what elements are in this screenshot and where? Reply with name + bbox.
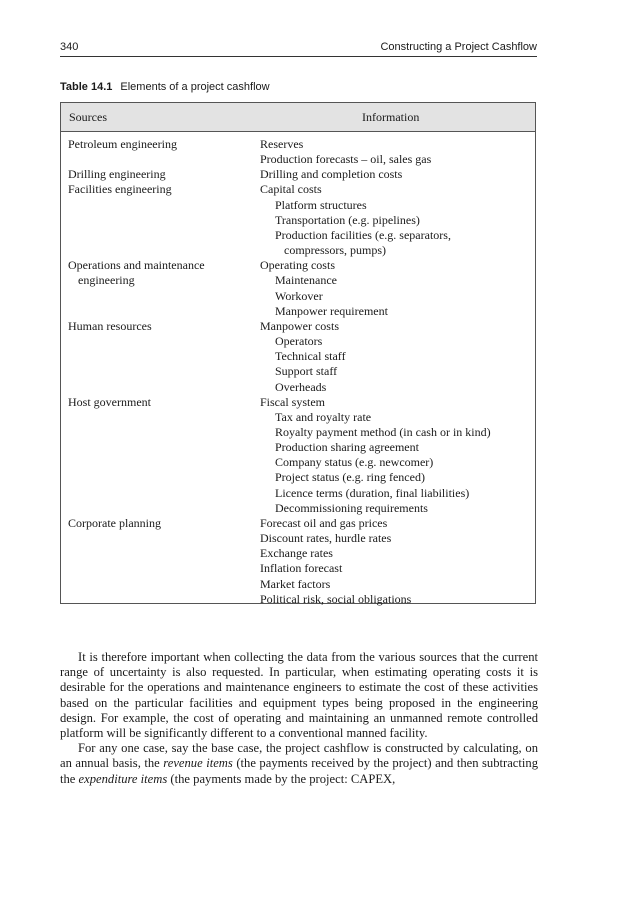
- information-item: Overheads: [275, 379, 327, 394]
- information-cell: [260, 516, 535, 607]
- source-cell: [68, 516, 253, 531]
- information-item: Manpower costs: [260, 318, 339, 333]
- paragraph: It is therefore important when collecting the data from the various sources that the current range of uncertainty is also requested. In particular, when estimating operating costs it is desirable for the operations and maintenance engineers to estimate the cost of these activities based on the particular facilities and equipment types being proposed in the engineering design. For example, the cost of operating and maintaining an unmanned remote controlled platform will be significantly different to a conventional manned facility.: [60, 650, 538, 741]
- information-item: Decommissioning requirements: [275, 500, 428, 515]
- source-text: Corporate planning: [68, 515, 161, 530]
- information-item: Technical staff: [275, 349, 346, 364]
- information-item: Production forecasts – oil, sales gas: [260, 152, 432, 167]
- information-item: Forecast oil and gas prices: [260, 515, 388, 530]
- column-header-information: Information: [362, 110, 420, 124]
- table-row: [61, 395, 535, 516]
- table-row: [61, 137, 535, 167]
- source-cell: [68, 137, 253, 152]
- source-text: Drilling engineering: [68, 167, 166, 182]
- information-item: Support staff: [275, 364, 338, 379]
- information-item: Project status (e.g. ring fenced): [275, 470, 425, 485]
- information-item: Production sharing agreement: [275, 440, 419, 455]
- source-text: engineering: [78, 273, 135, 288]
- information-item: Political risk, social obligations: [260, 591, 412, 606]
- information-item: Market factors: [260, 576, 331, 591]
- information-item: Company status (e.g. newcomer): [275, 455, 434, 470]
- information-cell: [260, 395, 535, 516]
- information-item: Royalty payment method (in cash or in kind): [275, 424, 491, 439]
- paragraph: [60, 741, 538, 787]
- table-row: [61, 182, 535, 258]
- information-cell: [260, 319, 535, 395]
- information-item: compressors, pumps): [284, 243, 386, 258]
- information-item: Inflation forecast: [260, 561, 343, 576]
- source-text: Operations and maintenance: [68, 258, 205, 273]
- source-text: Facilities engineering: [68, 182, 172, 197]
- table-title: Elements of a project cashflow: [120, 81, 270, 93]
- information-item: Tax and royalty rate: [275, 409, 372, 424]
- table-label: Table 14.1: [60, 81, 113, 93]
- information-item: Reserves: [260, 137, 304, 151]
- source-cell: [68, 258, 253, 288]
- information-cell: [260, 258, 535, 319]
- text-run: (the payments received by the project) and then subtracting the: [60, 756, 538, 786]
- cashflow-elements-table: [60, 102, 536, 604]
- information-item: Capital costs: [260, 182, 322, 197]
- information-item: Platform structures: [275, 197, 367, 212]
- table-caption: [60, 81, 270, 93]
- table-body: [61, 137, 535, 607]
- source-cell: [68, 167, 253, 182]
- information-item: Operating costs: [260, 258, 335, 273]
- information-item: Operators: [275, 334, 323, 349]
- table-row: [61, 167, 535, 182]
- source-cell: [68, 182, 253, 197]
- information-item: Production facilities (e.g. separators,: [275, 227, 451, 242]
- running-title: Constructing a Project Cashflow: [380, 41, 537, 53]
- text-run: (the payments made by the project: CAPEX,: [167, 771, 396, 786]
- body-text: [60, 650, 538, 787]
- emphasis-revenue-items: revenue items: [163, 756, 233, 771]
- information-cell: [260, 182, 535, 258]
- information-item: Licence terms (duration, final liabilities): [275, 485, 470, 500]
- page-number: 340: [60, 41, 79, 53]
- running-header: [60, 40, 537, 57]
- information-item: Transportation (e.g. pipelines): [275, 212, 420, 227]
- source-text: Host government: [68, 394, 151, 409]
- information-item: Manpower requirement: [275, 303, 388, 318]
- information-cell: [260, 167, 535, 182]
- column-header-sources: Sources: [69, 110, 107, 124]
- table-row: [61, 516, 535, 607]
- information-cell: [260, 137, 535, 167]
- source-text: Petroleum engineering: [68, 137, 177, 151]
- source-text: Human resources: [68, 318, 152, 333]
- emphasis-expenditure-items: expenditure items: [78, 771, 168, 786]
- source-cell: [68, 319, 253, 334]
- information-item: Discount rates, hurdle rates: [260, 531, 392, 546]
- table-row: [61, 258, 535, 319]
- table-header-row: [61, 103, 535, 132]
- information-item: Fiscal system: [260, 394, 325, 409]
- information-item: Workover: [275, 288, 323, 303]
- information-item: Drilling and completion costs: [260, 167, 403, 182]
- text-run: For any one case, say the base case, the project cashflow is constructed by calculating, on an annual basis, the: [60, 741, 538, 771]
- source-cell: [68, 395, 253, 410]
- information-item: Exchange rates: [260, 546, 333, 561]
- table-row: [61, 319, 535, 395]
- information-item: Maintenance: [275, 273, 337, 288]
